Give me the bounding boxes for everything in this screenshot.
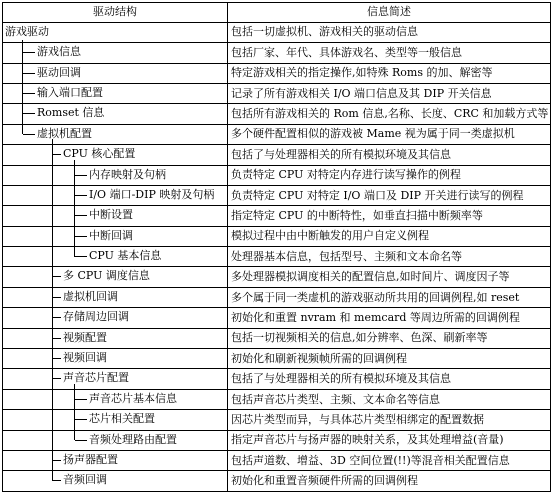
structure-label: Romset 信息 bbox=[37, 106, 105, 120]
table-row bbox=[3, 328, 551, 348]
table-row bbox=[3, 471, 551, 492]
tree-branch-line bbox=[75, 419, 87, 420]
info-cell: 包括了与处理器相关的所有模拟环境及其信息 bbox=[228, 369, 551, 389]
structure-cell bbox=[3, 226, 228, 246]
tree-branch-line bbox=[53, 154, 61, 155]
structure-label: 驱动回调 bbox=[37, 65, 81, 79]
structure-cell bbox=[3, 247, 228, 267]
table-row bbox=[3, 43, 551, 63]
structure-label: 虚拟机回调 bbox=[63, 289, 118, 303]
info-cell: 初始化和重置音频硬件所需的回调例程 bbox=[228, 471, 551, 492]
info-cell: 特定游戏相关的指定操作,如特殊 Roms 的加、解密等 bbox=[228, 63, 551, 83]
structure-label: 虚拟机配置 bbox=[37, 126, 92, 140]
table-row bbox=[3, 124, 551, 144]
structure-cell bbox=[3, 22, 228, 42]
table-row bbox=[3, 63, 551, 83]
info-cell: 包括所有游戏相关的 Rom 信息,名称、长度、CRC 和加载方式等 bbox=[228, 104, 551, 124]
structure-cell bbox=[3, 145, 228, 165]
table-row bbox=[3, 206, 551, 226]
structure-cell bbox=[3, 328, 228, 348]
structure-label: 游戏驱动 bbox=[5, 24, 49, 38]
info-cell: 多个属于同一类虚机的游戏驱动所共用的回调例程,如 reset bbox=[228, 287, 551, 307]
header-row bbox=[3, 3, 551, 23]
table-row bbox=[3, 389, 551, 409]
tree-branch-line bbox=[23, 113, 35, 114]
structure-cell bbox=[3, 124, 228, 144]
structure-cell bbox=[3, 410, 228, 430]
structure-label: 中断设置 bbox=[89, 208, 133, 222]
tree-branch-line bbox=[53, 276, 61, 277]
structure-label: 存储周边回调 bbox=[63, 310, 129, 324]
info-cell: 包括声音芯片类型、主频、文本命名等信息 bbox=[228, 389, 551, 409]
table-row bbox=[3, 247, 551, 267]
info-cell: 多个硬件配置相似的游戏被 Mame 视为属于同一类虚拟机 bbox=[228, 124, 551, 144]
structure-label: CPU 核心配置 bbox=[63, 147, 136, 161]
table-row bbox=[3, 369, 551, 389]
structure-cell bbox=[3, 369, 228, 389]
driver-structure-table bbox=[2, 2, 551, 492]
structure-label: 声音芯片配置 bbox=[63, 371, 129, 385]
tree-branch-line bbox=[23, 93, 35, 94]
structure-cell bbox=[3, 83, 228, 103]
tree-branch-line bbox=[53, 317, 61, 318]
structure-label: 输入端口配置 bbox=[37, 85, 103, 99]
structure-cell bbox=[3, 287, 228, 307]
structure-label: CPU 基本信息 bbox=[89, 249, 162, 263]
tree-trunk-line bbox=[74, 160, 75, 257]
table-row bbox=[3, 267, 551, 287]
tree-branch-line bbox=[23, 52, 35, 53]
table-row bbox=[3, 145, 551, 165]
structure-cell bbox=[3, 104, 228, 124]
tree-branch-line bbox=[75, 215, 87, 216]
tree-trunk-line bbox=[74, 384, 75, 440]
header-structure: 驱动结构 bbox=[3, 3, 228, 23]
structure-label: 音频回调 bbox=[63, 473, 107, 487]
info-cell: 负责特定 CPU 对特定 I/O 端口及 DIP 开关进行读写的例程 bbox=[228, 185, 551, 205]
table-row bbox=[3, 308, 551, 328]
info-cell: 包括一切视频相关的信息,如分辨率、色深、刷新率等 bbox=[228, 328, 551, 348]
structure-label: 视频配置 bbox=[63, 330, 107, 344]
table-row bbox=[3, 226, 551, 246]
structure-label: 内存映射及句柄 bbox=[89, 167, 166, 181]
tree-branch-line bbox=[75, 399, 87, 400]
table-row bbox=[3, 22, 551, 42]
tree-branch-line bbox=[75, 175, 87, 176]
header-info: 信息简述 bbox=[228, 3, 551, 23]
structure-cell bbox=[3, 349, 228, 369]
table-row bbox=[3, 83, 551, 103]
structure-cell bbox=[3, 451, 228, 471]
info-cell: 包括声道数、增益、3D 空间位置(!!)等混音相关配置信息 bbox=[228, 451, 551, 471]
tree-branch-line bbox=[53, 358, 61, 359]
structure-label: I/O 端口-DIP 映射及句柄 bbox=[89, 187, 215, 201]
table-row bbox=[3, 349, 551, 369]
structure-cell bbox=[3, 206, 228, 226]
tree-branch-line bbox=[75, 440, 87, 441]
info-cell: 包括厂家、年代、具体游戏名、类型等一般信息 bbox=[228, 43, 551, 63]
tree-branch-line bbox=[75, 195, 87, 196]
table-row bbox=[3, 104, 551, 124]
structure-cell bbox=[3, 165, 228, 185]
structure-cell bbox=[3, 308, 228, 328]
tree-trunk-line bbox=[52, 139, 53, 481]
info-cell: 因芯片类型而异，与具体芯片类型相绑定的配置数据 bbox=[228, 410, 551, 430]
table-row bbox=[3, 165, 551, 185]
tree-branch-line bbox=[23, 134, 35, 135]
tree-branch-line bbox=[53, 297, 61, 298]
structure-label: 多 CPU 调度信息 bbox=[63, 269, 150, 283]
structure-label: 游戏信息 bbox=[37, 45, 81, 59]
structure-cell bbox=[3, 43, 228, 63]
table-row bbox=[3, 185, 551, 205]
info-cell: 初始化和刷新视频帧所需的回调例程 bbox=[228, 349, 551, 369]
table-row bbox=[3, 410, 551, 430]
info-cell: 指定声音芯片与扬声器的映射关系，及其处理增益(音量) bbox=[228, 430, 551, 450]
tree-trunk-line bbox=[22, 40, 23, 135]
info-cell: 指定特定 CPU 的中断特性，如垂直扫描中断频率等 bbox=[228, 206, 551, 226]
table-row bbox=[3, 430, 551, 450]
info-cell: 初始化和重置 nvram 和 memcard 等周边所需的回调例程 bbox=[228, 308, 551, 328]
info-cell: 包括了与处理器相关的所有模拟环境及其信息 bbox=[228, 145, 551, 165]
table-row bbox=[3, 451, 551, 471]
structure-cell bbox=[3, 389, 228, 409]
info-cell: 包括一切虚拟机、游戏相关的驱动信息 bbox=[228, 22, 551, 42]
tree-branch-line bbox=[75, 256, 87, 257]
structure-cell bbox=[3, 267, 228, 287]
structure-label: 芯片相关配置 bbox=[89, 412, 155, 426]
tree-branch-line bbox=[23, 73, 35, 74]
tree-branch-line bbox=[53, 460, 61, 461]
tree-branch-line bbox=[53, 338, 61, 339]
info-cell: 多处理器模拟调度相关的配置信息,如时间片、调度因子等 bbox=[228, 267, 551, 287]
info-cell: 负责特定 CPU 对特定内存进行读写操作的例程 bbox=[228, 165, 551, 185]
structure-label: 中断回调 bbox=[89, 228, 133, 242]
structure-cell bbox=[3, 430, 228, 450]
structure-label: 声音芯片基本信息 bbox=[89, 391, 177, 405]
structure-label: 扬声器配置 bbox=[63, 453, 118, 466]
table-row bbox=[3, 287, 551, 307]
structure-label: 视频回调 bbox=[63, 351, 107, 365]
structure-cell bbox=[3, 471, 228, 492]
tree-branch-line bbox=[53, 480, 61, 481]
info-cell: 处理器基本信息，包括型号、主频和文本命名等 bbox=[228, 247, 551, 267]
info-cell: 记录了所有游戏相关 I/O 端口信息及其 DIP 开关信息 bbox=[228, 83, 551, 103]
tree-branch-line bbox=[75, 236, 87, 237]
tree-branch-line bbox=[53, 378, 61, 379]
info-cell: 模拟过程中由中断触发的用户自定义例程 bbox=[228, 226, 551, 246]
structure-label: 音频处理路由配置 bbox=[89, 432, 177, 446]
structure-cell bbox=[3, 63, 228, 83]
structure-cell bbox=[3, 185, 228, 205]
